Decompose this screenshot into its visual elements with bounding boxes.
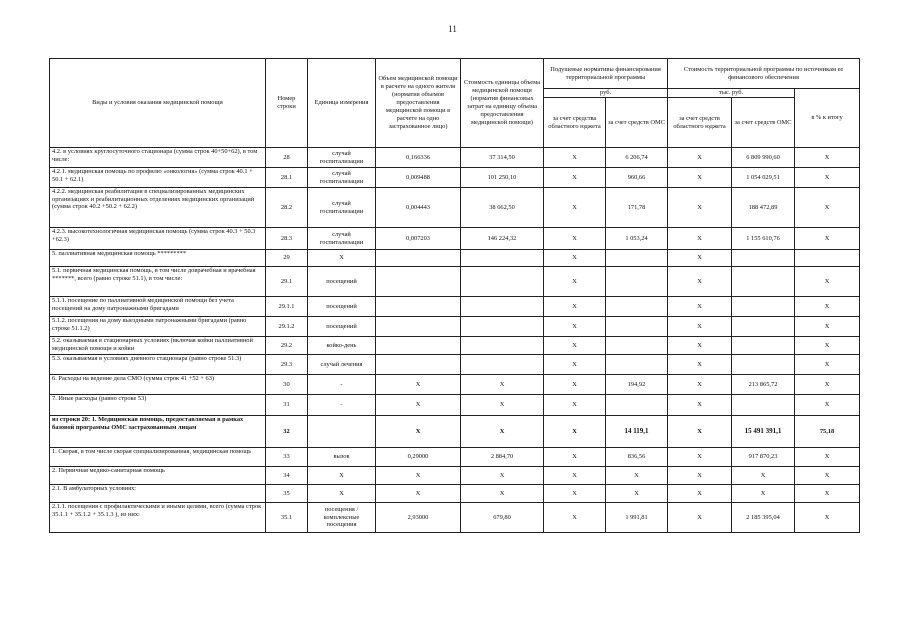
row-per-capita-oms (606, 317, 668, 337)
row-percent (795, 250, 860, 267)
row-per-capita-oms: X (606, 485, 668, 503)
row-program-oms (732, 267, 795, 297)
row-name: 6. Расходы на ведение дела СМО (сумма строк 41 +52 + 63) (50, 375, 266, 395)
row-unit: посещений (308, 297, 376, 317)
row-program-budget: X (668, 267, 732, 297)
row-volume: X (376, 467, 461, 485)
row-name: 5. паллиативная медицинская помощь ********* (50, 250, 266, 267)
row-unit-cost (461, 337, 544, 355)
row-program-oms: 1 054 029,51 (732, 168, 795, 188)
row-per-capita-budget: X (544, 485, 606, 503)
row-per-capita-budget: X (544, 297, 606, 317)
row-volume: X (376, 395, 461, 416)
row-program-budget: X (668, 250, 732, 267)
page-number: 11 (448, 24, 457, 34)
row-program-oms: 6 809 990,60 (732, 148, 795, 168)
row-percent: X (795, 317, 860, 337)
row-per-capita-budget: X (544, 467, 606, 485)
row-program-oms: X (732, 485, 795, 503)
row-unit: койко-день (308, 337, 376, 355)
row-per-capita-oms (606, 337, 668, 355)
row-per-capita-oms: 960,66 (606, 168, 668, 188)
row-per-capita-oms: 14 119,1 (606, 416, 668, 448)
row-per-capita-oms (606, 395, 668, 416)
row-volume: 0,004443 (376, 188, 461, 228)
row-name: 4.2.1. медицинская помощь по профилю «онкология» (сумма строк 40.1 + 50.1 + 62.1) (50, 168, 266, 188)
row-program-oms: X (732, 467, 795, 485)
header-per-capita-oms: за счет средств ОМС (606, 98, 668, 148)
header-per-capita-budget: за счет средства областного юджета (544, 98, 606, 148)
row-per-capita-budget: X (544, 250, 606, 267)
header-kind: Виды и условия оказания медицинской помощи (50, 59, 266, 148)
row-volume (376, 267, 461, 297)
row-number: 28.2 (266, 188, 308, 228)
row-unit-cost (461, 355, 544, 375)
table-row (50, 395, 860, 416)
row-name: из строки 20: 1. Медицинская помощь, предоставляемая в рамках базовой программы ОМС застрахованным лицам (50, 416, 266, 448)
row-program-oms: 917 870,23 (732, 448, 795, 467)
row-program-budget: X (668, 168, 732, 188)
row-volume: X (376, 416, 461, 448)
header-unit-cost: Стоимость единицы объема медицинской помощи (норматив финансовых затрат на единицу объема предоставления медицинской помощи) (461, 59, 544, 148)
row-per-capita-budget: X (544, 416, 606, 448)
header-program-budget: за счет средств областного юджета (668, 98, 732, 148)
row-unit: - (308, 375, 376, 395)
row-percent: X (795, 297, 860, 317)
row-percent: X (795, 503, 860, 533)
row-unit: посещения / комплексные посещения (308, 503, 376, 533)
row-program-budget: X (668, 395, 732, 416)
row-program-oms (732, 395, 795, 416)
row-name: 5.1. первичная медицинская помощь, в том числе доврачебная и врачебная *******, всего (равно строке 51.1), в том числе: (50, 267, 266, 297)
row-volume: 2,93000 (376, 503, 461, 533)
table-row (50, 355, 860, 375)
row-program-budget: X (668, 188, 732, 228)
row-program-oms: 1 155 610,76 (732, 228, 795, 250)
row-program-budget: X (668, 503, 732, 533)
row-per-capita-budget: X (544, 267, 606, 297)
row-volume: 0,009488 (376, 168, 461, 188)
row-per-capita-budget: X (544, 188, 606, 228)
row-name: 5.1.1. посещение по паллиативной медицинской помощи без учета посещений на дому патронажными бригадами (50, 297, 266, 317)
table-row (50, 250, 860, 267)
row-name: 4.2. в условиях круглосуточного стационара (сумма строк 40+50+62), в том числе: (50, 148, 266, 168)
row-number: 29.1 (266, 267, 308, 297)
row-program-oms: 15 491 391,1 (732, 416, 795, 448)
row-program-budget: X (668, 148, 732, 168)
row-number: 28.1 (266, 168, 308, 188)
header-unit-thousand-rub: тыс. руб. (668, 89, 795, 98)
row-number: 28.3 (266, 228, 308, 250)
row-unit-cost: X (461, 467, 544, 485)
row-program-oms (732, 355, 795, 375)
header-program-cost: Стоимость территориальной программы по источникам ее финансового обеспечения (668, 59, 860, 89)
header-per-capita: Подушевые нормативы финансирования территориальной программы (544, 59, 668, 89)
row-volume: 0,166336 (376, 148, 461, 168)
row-percent: X (795, 375, 860, 395)
row-program-oms (732, 337, 795, 355)
row-name: 5.2. оказываемая в стационарных условиях (включая койки паллиативной медицинской помощи и койки (50, 337, 266, 355)
row-name: 2. Первичная медико-санитарная помощь (50, 467, 266, 485)
row-number: 29 (266, 250, 308, 267)
row-program-budget: X (668, 375, 732, 395)
row-unit: случай госпитализации (308, 168, 376, 188)
row-unit-cost (461, 250, 544, 267)
row-program-oms (732, 317, 795, 337)
header-row-number: Номер строки (266, 59, 308, 148)
row-number: 29.2 (266, 337, 308, 355)
row-percent: X (795, 228, 860, 250)
row-per-capita-budget: X (544, 148, 606, 168)
row-per-capita-budget: X (544, 168, 606, 188)
table-row (50, 448, 860, 467)
row-program-oms (732, 297, 795, 317)
row-unit: - (308, 395, 376, 416)
row-per-capita-oms (606, 250, 668, 267)
row-unit-cost (461, 317, 544, 337)
row-volume (376, 250, 461, 267)
table-body (50, 148, 860, 533)
row-program-budget: X (668, 317, 732, 337)
table-row (50, 267, 860, 297)
table-row (50, 467, 860, 485)
row-per-capita-budget: X (544, 448, 606, 467)
row-program-budget: X (668, 297, 732, 317)
row-per-capita-budget: X (544, 317, 606, 337)
row-per-capita-budget: X (544, 503, 606, 533)
row-number: 29.3 (266, 355, 308, 375)
table-row (50, 317, 860, 337)
row-name: 4.2.3. высокотехнологичная медицинская помощь (сумма строк 40.3 + 50.3 +62.3) (50, 228, 266, 250)
row-volume (376, 297, 461, 317)
row-percent: 75,18 (795, 416, 860, 448)
table-row (50, 228, 860, 250)
row-per-capita-budget: X (544, 228, 606, 250)
row-unit (308, 416, 376, 448)
row-unit: X (308, 250, 376, 267)
row-number: 35.1 (266, 503, 308, 533)
row-number: 29.1.1 (266, 297, 308, 317)
row-program-budget: X (668, 416, 732, 448)
row-number: 33 (266, 448, 308, 467)
row-percent: X (795, 395, 860, 416)
row-unit: посещений (308, 267, 376, 297)
row-unit-cost (461, 297, 544, 317)
row-program-oms: 188 472,89 (732, 188, 795, 228)
row-number: 32 (266, 416, 308, 448)
row-unit-cost: X (461, 485, 544, 503)
row-program-oms: 2 185 395,04 (732, 503, 795, 533)
row-volume (376, 317, 461, 337)
row-name: 5.1.2. посещения на дому выездными патронажными бригадами (равно строке 51.1.2) (50, 317, 266, 337)
row-name: 1. Скорая, в том числе скорая специализированная, медицинская помощь (50, 448, 266, 467)
row-per-capita-oms: 194,92 (606, 375, 668, 395)
row-per-capita-oms: 1 991,81 (606, 503, 668, 533)
row-percent: X (795, 485, 860, 503)
row-per-capita-budget: X (544, 355, 606, 375)
header-unit: Единица измерения (308, 59, 376, 148)
row-per-capita-oms: X (606, 467, 668, 485)
row-percent: X (795, 168, 860, 188)
row-program-budget: X (668, 355, 732, 375)
row-per-capita-oms: 171,78 (606, 188, 668, 228)
row-name: 7. Иные расходы (равно строке 53) (50, 395, 266, 416)
row-unit-cost: X (461, 395, 544, 416)
header-program-oms: за счет средств ОМС (732, 98, 795, 148)
row-number: 30 (266, 375, 308, 395)
table-row (50, 188, 860, 228)
row-percent: X (795, 467, 860, 485)
row-volume: 0,29000 (376, 448, 461, 467)
row-per-capita-budget: X (544, 395, 606, 416)
row-unit: случай госпитализации (308, 188, 376, 228)
table-row (50, 416, 860, 448)
row-volume: 0,007203 (376, 228, 461, 250)
row-program-budget: X (668, 467, 732, 485)
table-row (50, 148, 860, 168)
row-unit: случай лечения (308, 355, 376, 375)
table-row (50, 485, 860, 503)
row-name: 2.1.1. посещения с профилактическими и иными целями, всего (сумма строк 35.1.1 + 35.1.2 + 35.1.3 ), из них: (50, 503, 266, 533)
table-row (50, 297, 860, 317)
row-per-capita-oms (606, 297, 668, 317)
row-name: 2.1. В амбулаторных условиях: (50, 485, 266, 503)
row-unit-cost: X (461, 416, 544, 448)
row-percent: X (795, 448, 860, 467)
table-row (50, 168, 860, 188)
row-unit: посещений (308, 317, 376, 337)
row-program-oms: 213 865,72 (732, 375, 795, 395)
row-per-capita-oms (606, 355, 668, 375)
row-per-capita-budget: X (544, 337, 606, 355)
row-unit: X (308, 467, 376, 485)
row-percent: X (795, 337, 860, 355)
program-cost-table (49, 58, 860, 533)
row-percent: X (795, 355, 860, 375)
row-number: 28 (266, 148, 308, 168)
row-unit-cost: X (461, 375, 544, 395)
row-unit-cost: 38 662,50 (461, 188, 544, 228)
row-percent: X (795, 267, 860, 297)
row-unit-cost: 101 250,10 (461, 168, 544, 188)
row-program-oms (732, 250, 795, 267)
row-unit: X (308, 485, 376, 503)
row-program-budget: X (668, 337, 732, 355)
row-percent: X (795, 148, 860, 168)
row-per-capita-budget: X (544, 375, 606, 395)
row-volume: X (376, 375, 461, 395)
row-per-capita-oms: 1 053,24 (606, 228, 668, 250)
row-per-capita-oms (606, 267, 668, 297)
row-number: 35 (266, 485, 308, 503)
row-unit-cost: 2 884,70 (461, 448, 544, 467)
row-number: 31 (266, 395, 308, 416)
row-per-capita-oms: 6 206,74 (606, 148, 668, 168)
row-unit-cost: 679,80 (461, 503, 544, 533)
row-unit: случай госпитализации (308, 148, 376, 168)
row-number: 34 (266, 467, 308, 485)
row-name: 4.2.2. медицинская реабилитация в специализированных медицинских организациях и реабилитационных отделениях медицинских организаций (сумма строк 40.2 +50.2 + 62.2) (50, 188, 266, 228)
table-row (50, 503, 860, 533)
row-program-budget: X (668, 448, 732, 467)
row-unit-cost (461, 267, 544, 297)
row-program-budget: X (668, 485, 732, 503)
row-unit-cost: 146 224,32 (461, 228, 544, 250)
row-number: 29.1.2 (266, 317, 308, 337)
row-volume (376, 337, 461, 355)
row-name: 5.3. оказываемая в условиях дневного стационара (равно строке 51.3) (50, 355, 266, 375)
header-unit-rub: руб. (544, 89, 668, 98)
header-volume: Объем медицинской помощи в расчете на одного жителя (норматив объемов предоставления медицинской помощи в расчете на одно застрахованное лицо) (376, 59, 461, 148)
row-unit: вызов (308, 448, 376, 467)
row-unit: случай госпитализации (308, 228, 376, 250)
table-row (50, 375, 860, 395)
row-percent: X (795, 188, 860, 228)
row-volume: X (376, 485, 461, 503)
row-per-capita-oms: 836,56 (606, 448, 668, 467)
header-percent-of-total: в % к итогу (795, 89, 860, 148)
row-program-budget: X (668, 228, 732, 250)
row-volume (376, 355, 461, 375)
table-row (50, 337, 860, 355)
row-unit-cost: 37 314,50 (461, 148, 544, 168)
